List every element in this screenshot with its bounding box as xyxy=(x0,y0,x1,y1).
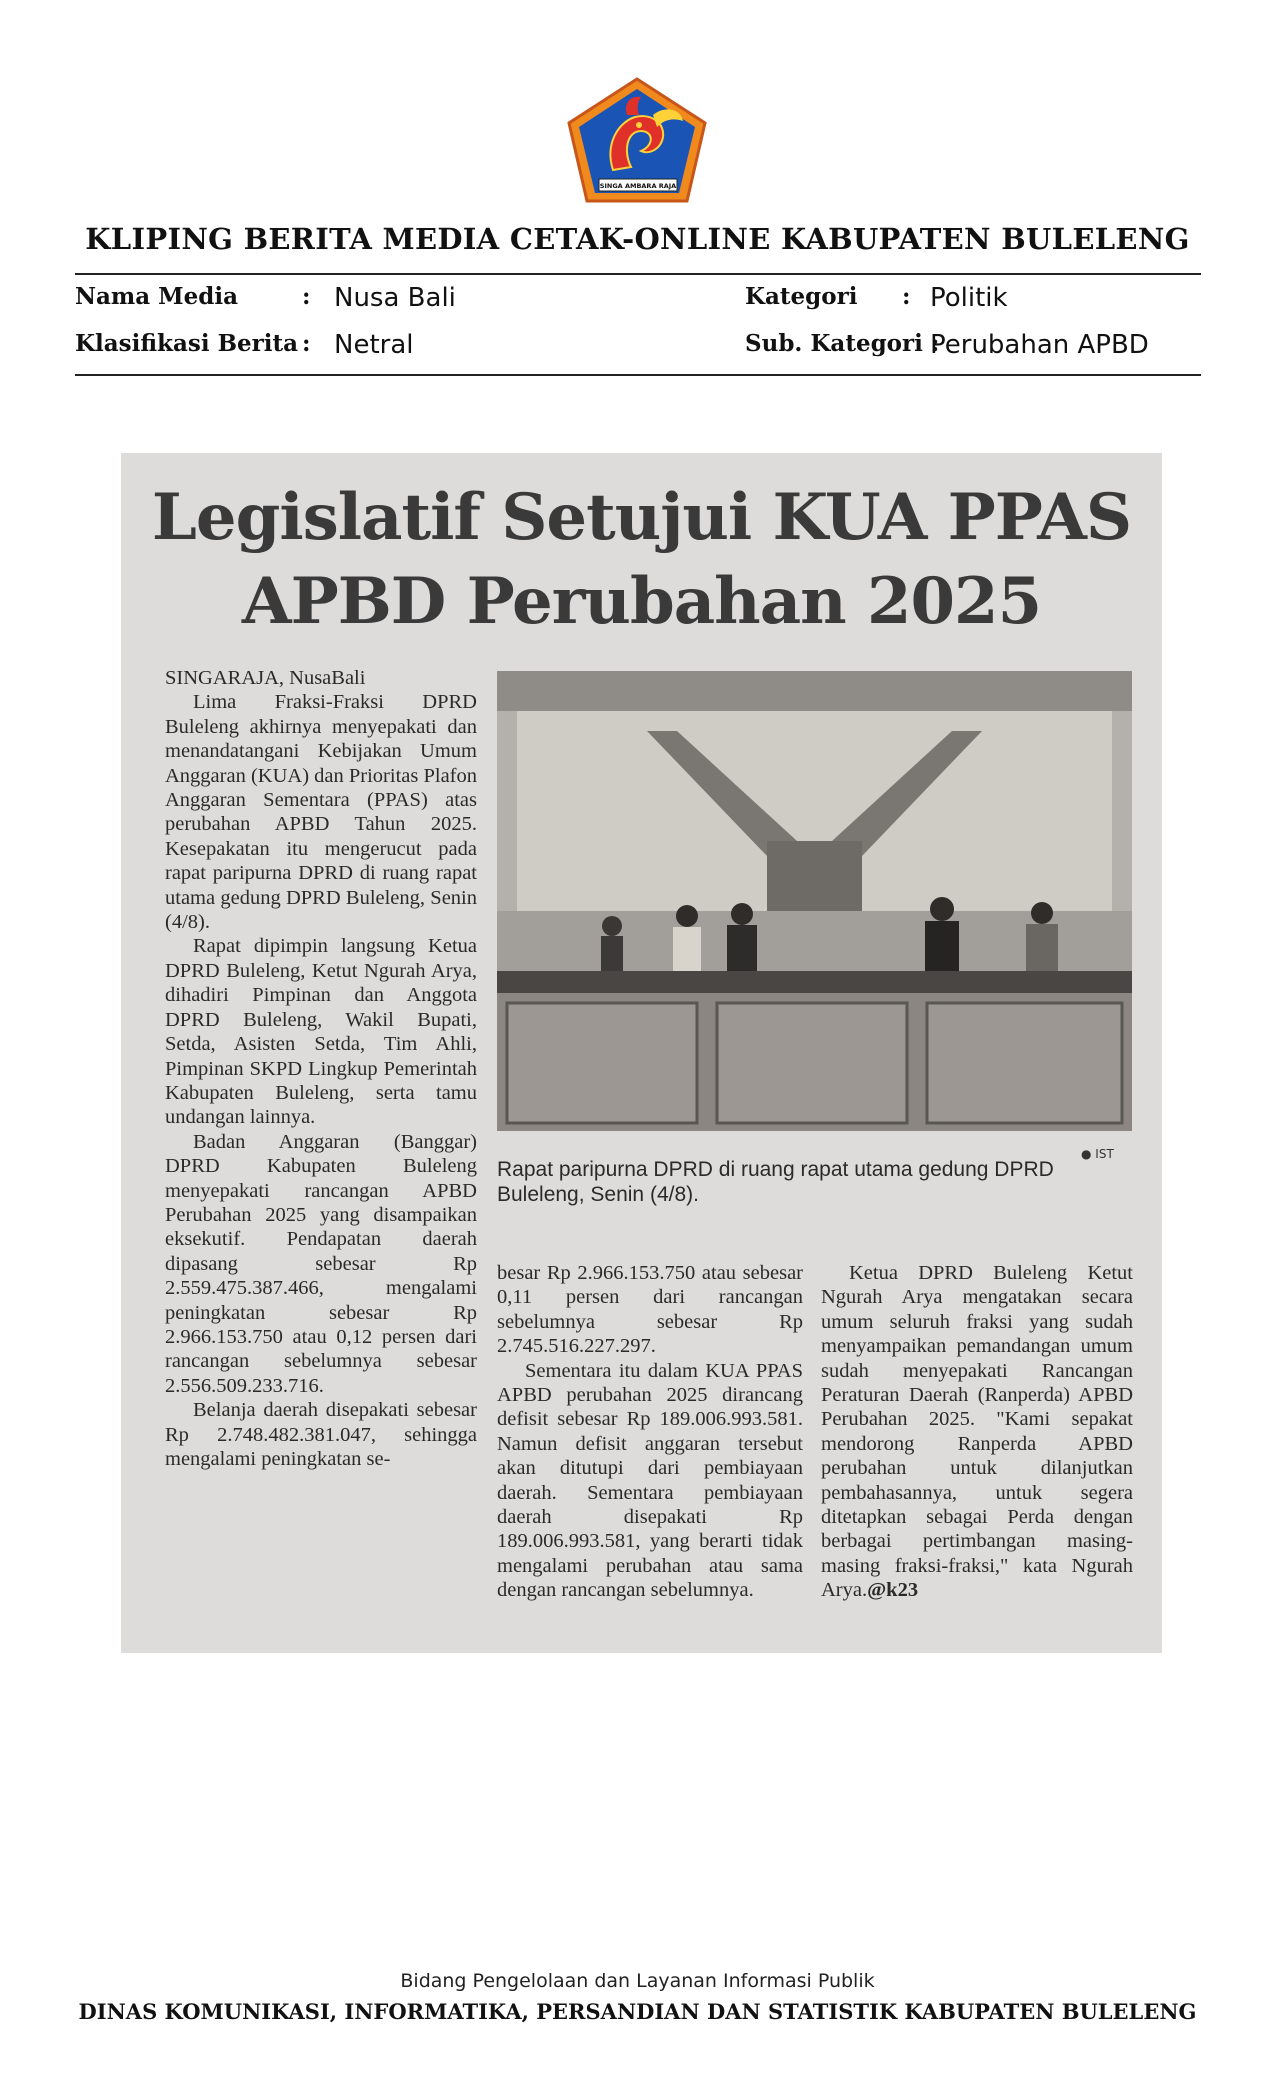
headline-line-2: APBD Perubahan 2025 xyxy=(241,564,1042,639)
header-rule-top xyxy=(75,273,1201,275)
klasifikasi-value: Netral xyxy=(334,330,414,360)
paragraph xyxy=(821,1261,1133,1603)
article-column-2 xyxy=(497,1261,803,1603)
paragraph: Rapat dipimpin langsung Ketua DPRD Buleleng, Ketut Ngurah Arya, dihadiri Pimpinan dan Anggota DPRD Buleleng, Wakil Bupati, Setda, Asisten Setda, Tim Ahli, Pimpinan SKPD Lingkup Pemerintah Kabupaten Buleleng, serta tamu undangan lainnya. xyxy=(165,935,477,1129)
headline-line-1: Legislatif Setujui KUA PPAS xyxy=(151,480,1132,555)
article-column-1 xyxy=(165,666,477,1471)
newspaper-clipping xyxy=(121,453,1162,1653)
media-colon: : xyxy=(302,283,311,310)
paragraph: Lima Fraksi-Fraksi DPRD Buleleng akhirnya menyepakati dan menandatangani Kebijakan Umum Anggaran (KUA) dan Prioritas Plafon Anggaran Sementara (PPAS) atas perubahan APBD Tahun 2025. Kesepakatan itu mengerucut pada rapat paripurna DPRD di ruang rapat utama gedung DPRD Buleleng, Senin (4/8). xyxy=(165,691,477,934)
subkategori-value: Perubahan APBD xyxy=(930,330,1149,360)
article-column-3 xyxy=(821,1261,1133,1603)
paragraph: Sementara itu dalam KUA PPAS APBD perubahan 2025 dirancang defisit sebesar Rp 189.006.993.581. Namun defisit anggaran tersebut akan ditutupi dari pembiayaan daerah. Sementara pembiayaan daerah disepakati Rp 189.006.993.581, yang berarti tidak mengalami perubahan atau sama dengan rancangan sebelumnya. xyxy=(497,1359,803,1602)
buleleng-regency-logo xyxy=(565,75,710,205)
meeting-photo xyxy=(497,671,1132,1131)
paragraph-text: Ketua DPRD Buleleng Ketut Ngurah Arya mengatakan secara umum seluruh fraksi yang sudah menyampaikan pemandangan umum sudah menyepakati Rancangan Peraturan Daerah (Ranperda) APBD Perubahan 2025. "Kami sepakat mendorong Ranperda APBD perubahan untuk dilanjutkan pembahasannya, untuk segera ditetapkan sebagai Perda dengan berbagai pertimbangan masing-masing fraksi-fraksi," kata Ngurah Arya. xyxy=(821,1262,1133,1602)
dateline: SINGARAJA, NusaBali xyxy=(165,667,366,689)
footer-unit: Bidang Pengelolaan dan Layanan Informasi Publik xyxy=(400,1970,875,1992)
logo-motto: SINGA AMBARA RAJA xyxy=(599,182,677,190)
kategori-label: Kategori xyxy=(745,283,858,310)
author-signature: @k23 xyxy=(867,1579,919,1602)
photo-caption: Rapat paripurna DPRD di ruang rapat utama gedung DPRD Buleleng, Senin (4/8). xyxy=(497,1158,1054,1206)
klasifikasi-label: Klasifikasi Berita xyxy=(75,330,299,357)
kategori-colon: : xyxy=(902,283,911,310)
kategori-value: Politik xyxy=(930,283,1008,313)
paragraph: besar Rp 2.966.153.750 atau sebesar 0,11 persen dari rancangan sebelumnya sebesar Rp 2.745.516.227.297. xyxy=(497,1262,803,1358)
subkategori-label: Sub. Kategori : xyxy=(745,330,940,357)
paragraph: Belanja daerah disepakati sebesar Rp 2.748.482.381.047, sehingga mengalami peningkatan se- xyxy=(165,1399,477,1470)
paragraph: Badan Anggaran (Banggar) DPRD Kabupaten Buleleng menyepakati rancangan APBD Perubahan 2025 yang disampaikan eksekutif. Pendapatan daerah dipasang sebesar Rp 2.559.475.387.466, mengalami peningkatan sebesar Rp 2.966.153.750 atau 0,12 persen dari rancangan sebelumnya sebesar 2.556.509.233.716. xyxy=(165,1130,477,1397)
media-value: Nusa Bali xyxy=(334,283,456,313)
header-rule-bottom xyxy=(75,374,1201,376)
footer-agency: DINAS KOMUNIKASI, INFORMATIKA, PERSANDIAN DAN STATISTIK KABUPATEN BULELENG xyxy=(78,1999,1197,2024)
document-title: KLIPING BERITA MEDIA CETAK-ONLINE KABUPATEN BULELENG xyxy=(85,222,1190,256)
photo-credit: ● IST xyxy=(1081,1147,1114,1161)
media-label: Nama Media xyxy=(75,283,238,310)
klasifikasi-colon: : xyxy=(302,330,311,357)
